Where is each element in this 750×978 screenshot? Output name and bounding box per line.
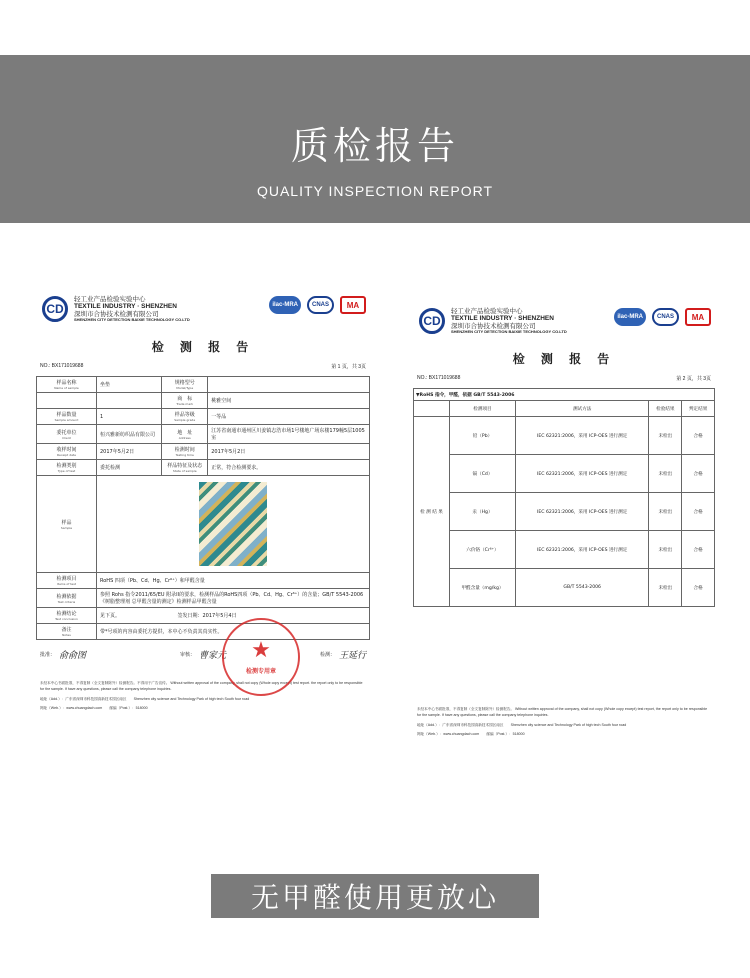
ma-icon: MA	[685, 308, 711, 326]
table-header-row: 检测项目 测试方法 检验结果 判定结果	[414, 401, 715, 417]
table-row: 样品 Sample	[37, 476, 370, 573]
org-names: 轻工业产品检验实验中心 TEXTILE INDUSTRY · SHENZHEN 深圳市合协技术检测有限公司 SHENZHEN CITY DETECTION BAIXIE TECHNOLOGY CO.LTD	[451, 307, 567, 335]
table-row: 委托单位 Client 桓兴雅新纺织品有限公司 地 址 Address 江苏省南通市通州区川姜镇志浩市场1号楼地广场东楼179幢5层1005室	[37, 425, 370, 444]
table-row: 收样时间 Receipt date 2017年5月2日 检测时间 Testing time 2017年5月2日	[37, 444, 370, 460]
report-title: 检 测 报 告	[151, 340, 255, 354]
report-title: 检 测 报 告	[512, 352, 616, 366]
table-row: 检测类别 Type of test 委托检测 样品特征及状态 State of sample 正常，符合检测要求。	[37, 460, 370, 476]
report-meta	[40, 363, 366, 370]
table-row: 样品名称 Name of sample 坐垫 规格型号 Model/Type	[37, 377, 370, 393]
report-footer: 未经本中心书面批准，不得复制（全文复制除外）检测报告。不得用于广告宣传。 Without written approval of the company, shall not copy (Whole copy except) test report. the report only to be responsible for the sample. If have any questions, please call the company telephone inquiries. 地址（Add.）：广东省深圳市科技园高新技术园区南区 Shenzhen city science and Technology Park of high tech South four road 网址（Web.）：www.chuangdach.com 邮编（Post.）：518000	[40, 681, 363, 711]
report-page-1	[36, 288, 370, 758]
tester-signature: 王延行	[338, 651, 366, 661]
report-footer: 未经本中心书面批准，不得复制（全文复制除外）检测报告。 Without written approval of the company, shall not copy (Whole copy except) test report, the report only to be responsible for the sample. If have any questions, please call the company telephone inquiries. 地址（Add.）：广东省深圳市科技园高新技术园区南区 Shenzhen city science and Technology Park of high tech South four road 网址（Web.）：www.chuangdach.com 邮编（Post.）：518000	[417, 707, 708, 737]
slogan-banner: 无甲醛使用更放心	[211, 874, 539, 918]
org-cn-detection: 深圳市合协技术检测有限公司	[74, 309, 159, 318]
report-page-count: 第 2 页，共 3页	[676, 376, 711, 382]
table-row: 汞（Hg） IEC 62321:2006，采用 ICP-OES 进行测定 未检出 合格	[414, 493, 715, 531]
org-logo-icon: CD	[419, 308, 445, 334]
ma-icon: MA	[340, 296, 366, 314]
seal-star-icon: ★	[251, 637, 271, 663]
org-en-detection: SHENZHEN CITY DETECTION BAIXIE TECHNOLOGY CO.LTD	[74, 317, 190, 323]
table-row: 检测结论 Test conclusion 见下页。 签发日期：2017年5月4日	[37, 608, 370, 624]
report-meta	[417, 375, 711, 382]
table-row: 镉（Cd） IEC 62321:2006，采用 ICP-OES 进行测定 未检出 合格	[414, 455, 715, 493]
ilac-mra-icon: ilac-MRA	[269, 296, 301, 314]
report-number: NO.: BX171019688	[40, 363, 84, 369]
org-cn-name: 轻工业产品检验实验中心	[74, 295, 146, 303]
table-row: 商 标 Trade mark 桃雅空间	[37, 393, 370, 409]
report-header	[413, 300, 715, 340]
cert-logos	[614, 308, 711, 326]
cnas-icon: CNAS	[307, 296, 334, 314]
report-info-table	[36, 376, 370, 640]
cert-logos	[269, 296, 366, 314]
table-row: 检测依据 Test criteria 参照 Rohs 指令2011/65/EU 附录II的要求，检测样品的RoHS四项（Pb、Cd、Hg、Cr⁶⁺）的含量；GB/T 5543-2006《树脂整理剂 总甲醛含量的测定》检测样品甲醛含量	[37, 589, 370, 608]
report-page-2	[413, 300, 715, 740]
table-row: ▼RoHS 指令，甲醛，依据 GB/T 5543-2006	[414, 389, 715, 401]
banner-title: 质检报告	[290, 124, 459, 168]
ilac-mra-icon: ilac-MRA	[614, 308, 646, 326]
banner-subtitle: QUALITY INSPECTION REPORT	[256, 183, 494, 199]
signature-row: 批准： 俞俞图 审核： 曹家元 检测： 王延行	[40, 648, 366, 661]
sample-photo	[199, 482, 267, 566]
seal-label: 检测专用章	[245, 667, 276, 675]
approver-signature: 俞俞图	[59, 651, 87, 661]
report-page-count: 第 1 页，共 3页	[331, 364, 366, 370]
reviewer-signature: 曹家元	[199, 651, 227, 661]
results-vertical-label: 检 测 结 果	[414, 417, 450, 607]
table-row: 样品数量 Sample amount 1 样品等级 Sample grade 一等品	[37, 409, 370, 425]
report-number: NO.: BX171019688	[417, 375, 461, 381]
table-row: 备注 Notes 带*号项的内容由委托方提供，本中心不负责其真实性。	[37, 624, 370, 640]
org-logo-icon: CD	[42, 296, 68, 322]
report-header	[36, 288, 370, 328]
org-en-name: TEXTILE INDUSTRY · SHENZHEN	[74, 303, 177, 311]
inspection-seal-stamp	[222, 618, 300, 696]
header-banner	[0, 55, 750, 223]
table-row: 检 测 结 果 铅（Pb） IEC 62321:2006，采用 ICP-OES 进行测定 未检出 合格	[414, 417, 715, 455]
table-row: 检测项目 Items of test RoHS 四项（Pb、Cd、Hg、Cr⁶⁺）和甲醛含量	[37, 573, 370, 589]
cnas-icon: CNAS	[652, 308, 679, 326]
table-row: 六价铬（Cr⁶⁺） IEC 62321:2006，采用 ICP-OES 进行测定 未检出 合格	[414, 531, 715, 569]
test-results-table	[413, 388, 715, 607]
org-names	[74, 296, 190, 323]
table-row: 甲醛含量（mg/kg） GB/T 5543-2006 未检出 合格	[414, 569, 715, 607]
